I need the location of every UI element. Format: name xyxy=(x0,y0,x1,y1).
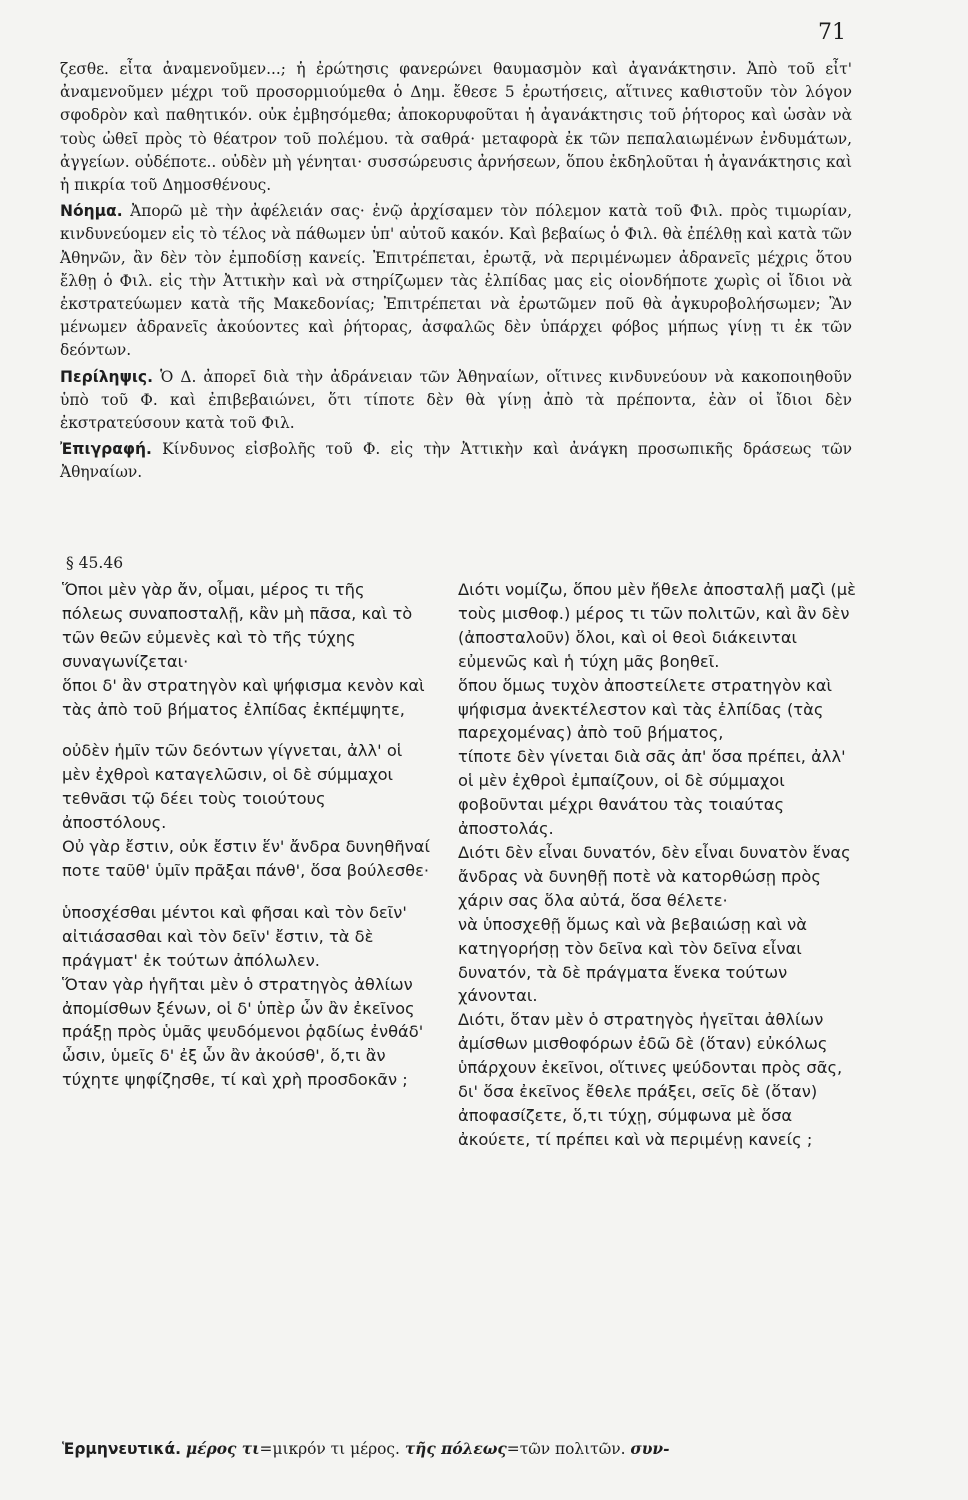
translation-passage: Διότι, ὅταν μὲν ὁ στρατηγὸς ἡγεῖται ἀθλίων ἀμίσθων μισθοφόρων ἐδῶ δὲ (ὅταν) εὐκόλως ὑπάρχουν ἐκεῖνοι, οἵτινες ψεύδονται πρὸς σᾶς, δι' ὅσα ἐκεῖνος ἔθελε πράξει, σεῖς δὲ (ὅταν) ἀποφασίζετε, ὅ,τι τύχῃ, σύμφωνα μὲ ὅσα ἀκούετε, τί πρέπει καὶ νὰ περιμένῃ κανείς ; xyxy=(458,1010,843,1149)
ancient-text-column xyxy=(62,578,430,1092)
gloss-term: συν- xyxy=(630,1440,670,1458)
ancient-passage: Οὐ γὰρ ἔστιν, οὐκ ἔστιν ἕν' ἄνδρα δυνηθῆναί ποτε ταῦθ' ὑμῖν πρᾶξαι πάνθ', ὅσα βούλεσθε· xyxy=(62,837,431,880)
epigrafi-label: Ἐπιγραφή. xyxy=(60,440,152,459)
hermeneutika-line xyxy=(62,1440,882,1458)
commentary-block xyxy=(60,58,852,485)
perilipsis-paragraph xyxy=(60,366,852,436)
noima-label: Νόημα. xyxy=(60,202,123,221)
commentary-paragraph: ζεσθε. εἶτα ἀναμενοῦμεν...; ἡ ἐρώτησις φανερώνει θαυμασμὸν καὶ ἀγανάκτησιν. Ἀπὸ τοῦ εἶτ' ἀναμενοῦμεν μέχρι τοῦ προσορμιούμεθα ὁ Δημ. ἔθεσε 5 ἐρωτήσεις, αἵτινες καθιστοῦν τὸν λόγον σφοδρὸν καὶ παθητικόν. οὐκ ἐμβησόμεθα; ἀποκορυφοῦται ἡ ἀγανάκτησις τοῦ ῥήτορος καὶ ὡσὰν νὰ τοὺς ὠθεῖ πρὸς τὸ θέατρον τοῦ πολέμου. τὰ σαθρά· μεταφορὰ ἐκ τῶν πεπαλαιωμένων ἐνδυμάτων, ἀγγείων. οὐδέποτε.. οὐδὲν μὴ γένηται· συσσώρευσις ἀρνήσεων, ὅπου ἐκδηλοῦται ἡ ἀγανάκτησις καὶ ἡ πικρία τοῦ Δημοσθένους. xyxy=(60,60,852,195)
gloss-definition: =τῶν πολιτῶν. xyxy=(506,1440,626,1458)
gloss-term: τῆς πόλεως xyxy=(404,1440,507,1458)
ancient-passage: Ὅποι μὲν γὰρ ἄν, οἶμαι, μέρος τι τῆς πόλεως συναποσταλῇ, κἂν μὴ πᾶσα, καὶ τὸ τῶν θεῶν εὐμενὲς καὶ τὸ τῆς τύχης συναγωνίζεται· xyxy=(62,580,413,671)
gloss-definition: =μικρόν τι μέρος. xyxy=(259,1440,400,1458)
translation-passage: ὅπου ὅμως τυχὸν ἀποστείλετε στρατηγὸν καὶ ψήφισμα ἀνεκτέλεστον καὶ τὰς ἐλπίδας (τὰς παρεχομένας) ἀπὸ τοῦ βήματος, xyxy=(458,675,833,743)
perilipsis-text: Ὁ Δ. ἀπορεῖ διὰ τὴν ἀδράνειαν τῶν Ἀθηναίων, οἵτινες κινδυνεύουν νὰ κακοποιηθοῦν ὑπὸ τοῦ Φ. καὶ ἐπιβεβαιώνει, ὅτι τίποτε δὲν θὰ γίνῃ ἀπὸ τὰ πρέποντα, ἐὰν οἱ ἴδιοι δὲν ἐκστρατεύσουν κατὰ τοῦ Φιλ. xyxy=(60,367,852,433)
translation-column xyxy=(458,578,858,1152)
ancient-passage: Ὅταν γὰρ ἡγῆται μὲν ὁ στρατηγὸς ἀθλίων ἀπομίσθων ξένων, οἱ δ' ὑπὲρ ὧν ἂν ἐκεῖνος πράξῃ πρὸς ὑμᾶς ψευδόμενοι ῥᾳδίως ἐνθάδ' ὦσιν, ὑμεῖς δ' ἐξ ὧν ἂν ἀκούσθ', ὅ,τι ἂν τύχητε ψηφίζησθε, τί καὶ χρὴ προσδοκᾶν ; xyxy=(62,974,424,1090)
page-number: 71 xyxy=(818,20,846,45)
ancient-passage: οὐδὲν ἡμῖν τῶν δεόντων γίγνεται, ἀλλ' οἱ μὲν ἐχθροὶ καταγελῶσιν, οἱ δὲ σύμμαχοι τεθνᾶσι τῷ δέει τοὺς τοιούτους ἀποστόλους. xyxy=(62,741,403,833)
noima-text: Ἀπορῶ μὲ τὴν ἀφέλειάν σας· ἐνῷ ἀρχίσαμεν τὸν πόλεμον κατὰ τοῦ Φιλ. πρὸς τιμωρίαν, κινδυνεύομεν εἰς τὸ τέλος νὰ πάθωμεν ὑπ' αὐτοῦ κακόν. Καὶ βεβαίως ὁ Φιλ. θὰ ἐπέλθῃ καὶ κατὰ τῶν Ἀθηνῶν, ἂν δὲν τὸν ἐμποδίσῃ κανείς. Ἐπιτρέπεται, ἐρωτᾷ, νὰ περιμένωμεν ἀδρανεῖς μέχρις ὅτου ἔλθῃ ὁ Φιλ. εἰς τὴν Ἀττικὴν καὶ νὰ στηρίζωμεν τὰς ἐλπίδας μας εἰς οἱονδήποτε χωρὶς οἱ ἴδιοι νὰ ἐκστρατεύωμεν κατὰ τῆς Μακεδονίας; Ἐπιτρέπεται νὰ ἐρωτῶμεν ποῦ θὰ ἀγκυροβολήσωμεν; Ἂν μένωμεν ἀδρανεῖς ἀκούοντες καὶ ῥήτορας, ἀσφαλῶς δὲν ὑπάρχει φόβος μήπως γίνῃ τι ἐκ τῶν δεόντων. xyxy=(60,202,852,360)
ancient-passage: ὑποσχέσθαι μέντοι καὶ φῆσαι καὶ τὸν δεῖν' αἰτιάσασθαι καὶ τὸν δεῖν' ἔστιν, τὰ δὲ πράγματ' ἐκ τούτων ἀπόλωλεν. xyxy=(62,902,407,970)
translation-passage: Διότι νομίζω, ὅπου μὲν ἤθελε ἀποσταλῇ μαζὶ (μὲ τοὺς μισθοφ.) μέρος τι τῶν πολιτῶν, καὶ ἂν δὲν (ἀποσταλοῦν) ὅλοι, καὶ οἱ θεοὶ διάκεινται εὐμενῶς καὶ ἡ τύχη μᾶς βοηθεῖ. xyxy=(458,580,856,671)
gloss-term: μέρος τι xyxy=(185,1440,260,1458)
translation-passage: νὰ ὑποσχεθῇ ὅμως καὶ νὰ βεβαιώσῃ καὶ νὰ κατηγορήσῃ τὸν δεῖνα καὶ τὸν δεῖνα εἶναι δυνατόν, τὰ δὲ πράγματα ἕνεκα τούτων χάνονται. xyxy=(458,914,807,1006)
epigrafi-text: Κίνδυνος εἰσβολῆς τοῦ Φ. εἰς τὴν Ἀττικὴν καὶ ἀνάγκη προσωπικῆς δράσεως τῶν Ἀθηναίων. xyxy=(60,440,852,482)
perilipsis-label: Περίληψις. xyxy=(60,367,153,386)
hermeneutika-label: Ἑρμηνευτικά. xyxy=(62,1440,181,1458)
translation-passage: Διότι δὲν εἶναι δυνατόν, δὲν εἶναι δυνατὸν ἕνας ἄνδρας νὰ δυνηθῇ ποτὲ νὰ κατορθώσῃ πρὸς χάριν σας ὅλα αὐτά, ὅσα θέλετε· xyxy=(458,842,851,910)
translation-passage: τίποτε δὲν γίνεται διὰ σᾶς ἀπ' ὅσα πρέπει, ἀλλ' οἱ μὲν ἐχθροὶ ἐμπαίζουν, οἱ δὲ σύμμαχοι φοβοῦνται μέχρι θανάτου τὰς τοιαύτας ἀποστολάς. xyxy=(458,747,846,839)
epigrafi-paragraph xyxy=(60,438,852,484)
ancient-passage: ὅποι δ' ἂν στρατηγὸν καὶ ψήφισμα κενὸν καὶ τὰς ἀπὸ τοῦ βήματος ἐλπίδας ἐκπέμψητε, xyxy=(62,675,425,719)
noima-paragraph xyxy=(60,200,852,362)
section-reference: § 45.46 xyxy=(66,554,124,572)
